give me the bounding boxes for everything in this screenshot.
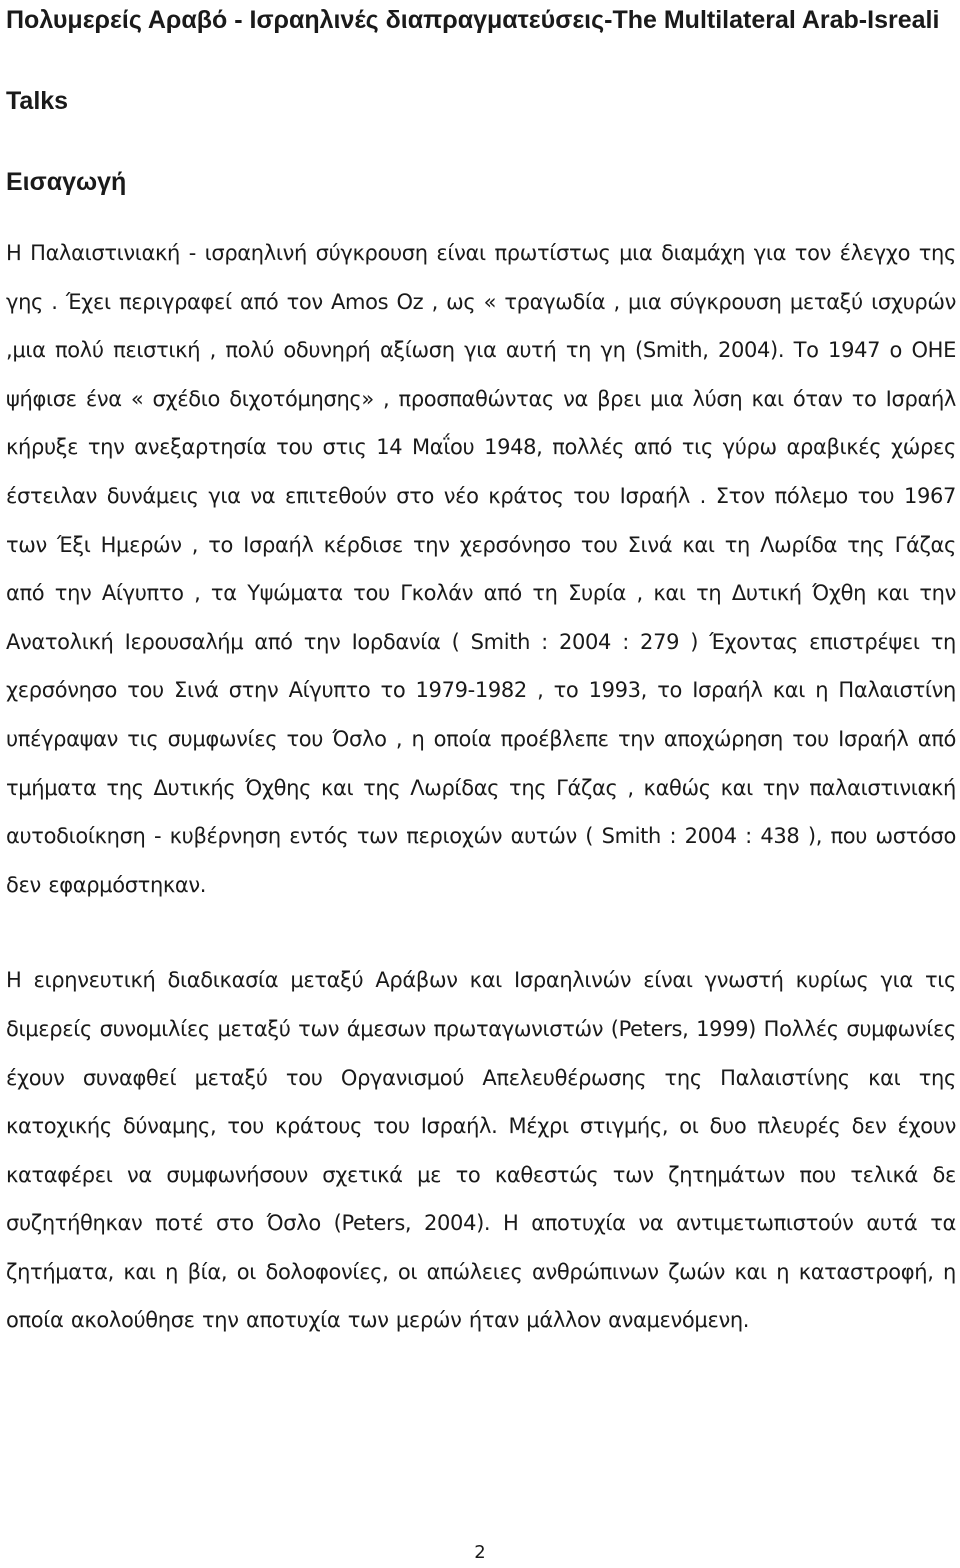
page-number: 2 [474,1542,486,1563]
paragraph-2: Η ειρηνευτική διαδικασία μεταξύ Αράβων και Ισραηλινών είναι γνωστή κυρίως για τις διμερείς συνομιλίες μεταξύ των άμεσων πρωταγωνιστών (Peters, 1999) Πολλές συμφωνίες έχουν συναφθεί μεταξύ του Οργανισμού Απελευθέρωσης της Παλαιστίνης και της κατοχικής δύναμης, του κράτους του Ισραήλ. Μέχρι στιγμής, οι δυο πλευρές δεν έχουν καταφέρει να συμφωνήσουν σχετικά με το καθεστώς των ζητημάτων που τελικά δε συζητήθηκαν ποτέ στο Όσλο (Peters, 2004). Η αποτυχία να αντιμετωπιστούν αυτά τα ζητήματα, και η βία, οι δολοφονίες, οι απώλειες ανθρώπινων ζωών και η καταστροφή, η οποία ακολούθησε την αποτυχία των μερών ήταν μάλλον αναμενόμενη. [6,968,956,1333]
paragraph-1: Η Παλαιστινιακή - ισραηλινή σύγκρουση είναι πρωτίστως μια διαμάχη για τον έλεγχο της γης . Έχει περιγραφεί από τον Amos Oz , ως « τραγωδία , μια σύγκρουση μεταξύ ισχυρών ,μια πολύ πειστική , πολύ οδυνηρή αξίωση για αυτή τη γη (Smith, 2004). Το 1947 ο ΟΗΕ ψήφισε ένα « σχέδιο διχοτόμησης» , προσπαθώντας να βρει μια λύση και όταν το Ισραήλ κήρυξε την ανεξαρτησία του στις 14 Μαΐου 1948, πολλές από τις γύρω αραβικές χώρες έστειλαν δυνάμεις για να επιτεθούν στο νέο κράτος του Ισραήλ . Στον πόλεμο του 1967 των Έξι Ημερών , το Ισραήλ κέρδισε την χερσόνησο του Σινά και τη Λωρίδα της Γάζας από την Αίγυπτο , τα Υψώματα του Γκολάν από τη Συρία , και τη Δυτική Όχθη και την Ανατολική Ιερουσαλήμ από την Ιορδανία ( Smith : 2004 : 279 ) Έχοντας επιστρέψει τη χερσόνησο του Σινά στην Αίγυπτο το 1979-1982 , το 1993, το Ισραήλ και η Παλαιστίνη υπέγραψαν τις συμφωνίες του Όσλο , η οποία προέβλεπε την αποχώρηση του Ισραήλ από τμήματα της Δυτικής Όχθης και της Λωρίδας της Γάζας , καθώς και την παλαιστινιακή αυτοδιοίκηση - κυβέρνηση εντός των περιοχών αυτών ( Smith : 2004 : 438 ), που ωστόσο δεν εφαρμόστηκαν. [6,241,956,897]
document-title: Πολυμερείς Αραβό - Ισραηλινές διαπραγματεύσεις-The Multilateral Arab-Isreali Talks [6,6,940,115]
section-heading-introduction: Εισαγωγή [6,168,127,196]
document-page [6,0,956,1345]
